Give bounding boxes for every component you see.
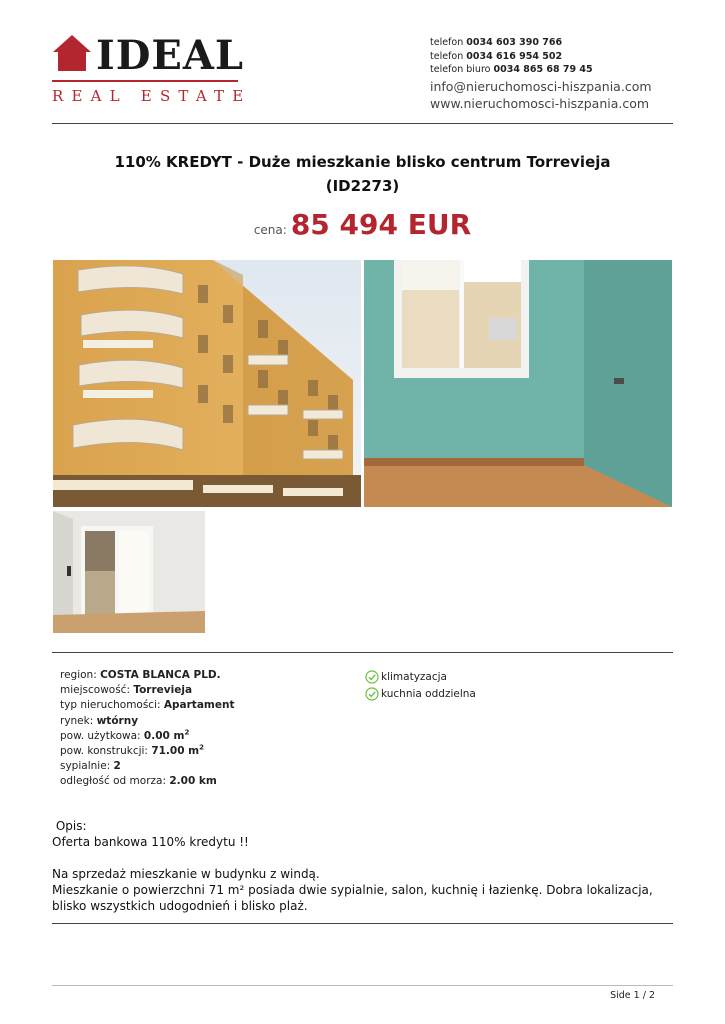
description-divider [52, 923, 673, 924]
photo-room-window[interactable] [364, 260, 672, 507]
detail-sea-distance: odległość od morza: 2.00 km [60, 775, 217, 788]
feature-item [365, 685, 476, 702]
photo-building[interactable] [53, 260, 361, 507]
description-line: Oferta bankowa 110% kredytu !! [52, 835, 249, 849]
contact-block [430, 36, 690, 112]
detail-usable-area: pow. użytkowa: 0.00 $m^2$ [60, 728, 190, 742]
description-line: blisko wszystkich udogodnień i blisko plaż. [52, 899, 308, 913]
detail-bedrooms: sypialnie: 2 [60, 760, 121, 773]
feature-label: klimatyzacja [381, 670, 447, 683]
phone-row-1: telefon 0034 603 390 766 [430, 37, 563, 48]
website-link[interactable]: www.nieruchomosci-hiszpania.com [430, 95, 650, 111]
feature-item [365, 668, 476, 685]
footer-divider [52, 985, 673, 986]
logo-divider [52, 80, 238, 82]
detail-city: miejscowość: Torrevieja [60, 684, 193, 697]
phone-row-3: telefon biuro 0034 865 68 79 45 [430, 64, 593, 75]
check-circle-icon [365, 670, 379, 684]
description-line: Mieszkanie o powierzchni 71 m² posiada dwie sypialnie, salon, kuchnię i łazienkę. Dobra lokalizacja, [52, 883, 653, 897]
detail-built-area: pow. konstrukcji: 71.00 $m^2$ [60, 743, 204, 758]
property-details [60, 668, 234, 790]
features-list [365, 668, 476, 702]
price-row [52, 208, 673, 241]
brand-tagline: REAL ESTATE [52, 87, 252, 105]
feature-label: kuchnia oddzielna [381, 687, 476, 700]
phone-number-2[interactable]: 0034 616 954 502 [466, 50, 563, 62]
description-line: Na sprzedaż mieszkanie w budynku z windą. [52, 867, 320, 881]
description [52, 818, 682, 914]
photos-divider [52, 652, 673, 653]
photo-interior-door[interactable] [53, 511, 205, 633]
email-link[interactable]: info@nieruchomosci-hiszpania.com [430, 78, 652, 94]
detail-region: region: COSTA BLANCA PLD. [60, 669, 221, 681]
detail-market: rynek: wtórny [60, 714, 139, 727]
house-logo-icon [52, 34, 92, 72]
listing-title: 110% KREDYT - Duże mieszkanie blisko centrum Torrevieja (ID2273) [114, 153, 611, 195]
price-label: cena: [253, 223, 287, 237]
phone-row-2: telefon 0034 616 954 502 [430, 50, 563, 62]
phone-number-office[interactable]: 0034 865 68 79 45 [493, 64, 593, 75]
page-number: Side 1 / 2 [610, 990, 655, 1001]
description-label: Opis: [52, 819, 87, 833]
brand-name: IDEAL [96, 32, 245, 79]
price-value: 85 494 EUR [290, 208, 472, 241]
detail-type: typ nieruchomości: Apartament [60, 699, 235, 712]
header-divider [52, 123, 673, 124]
check-circle-icon [365, 687, 379, 701]
phone-number-1[interactable]: 0034 603 390 766 [466, 37, 563, 48]
